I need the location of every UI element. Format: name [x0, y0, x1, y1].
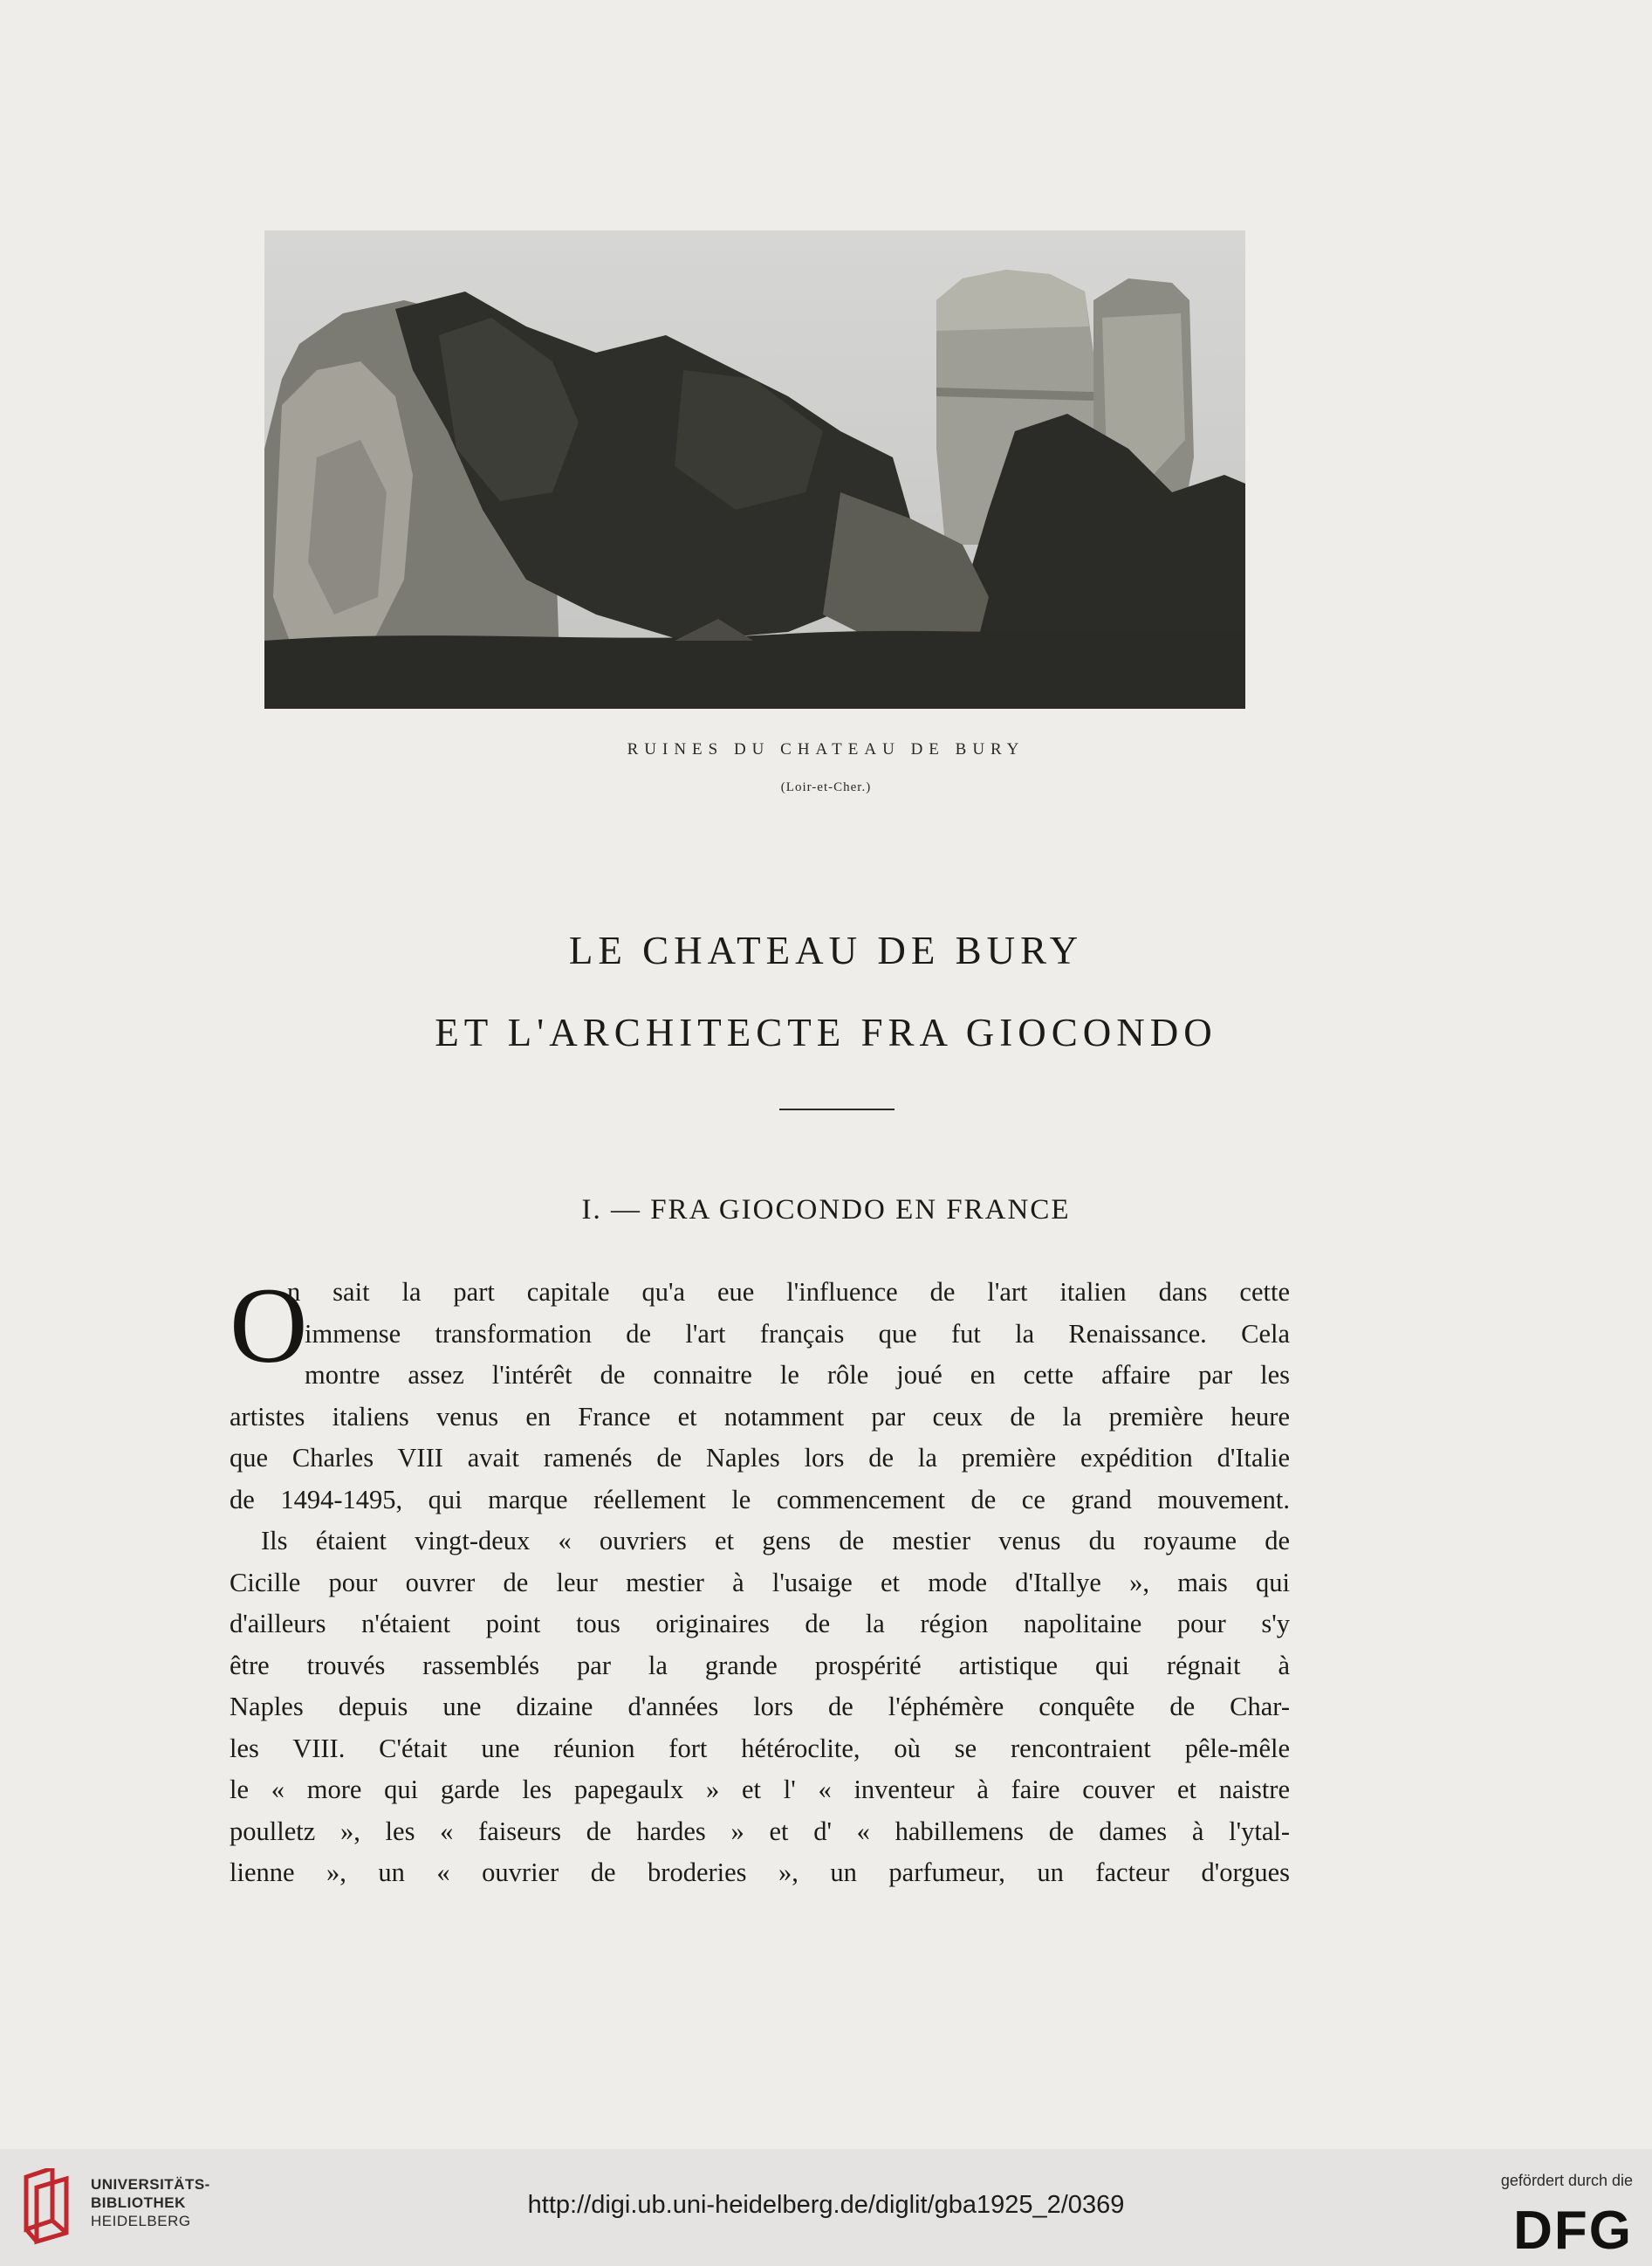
text-line: montre assez l'intérêt de connaitre le rôle joué en cette affaire par les: [305, 1360, 1290, 1390]
section-heading: I. — FRA GIOCONDO EN FRANCE: [581, 1194, 1071, 1226]
library-name-line: HEIDELBERG: [91, 2213, 191, 2229]
library-name-line: UNIVERSITÄTS-: [91, 2176, 210, 2193]
text-line: les VIII. C'était une réunion fort hétéroclite, où se rencontraient pêle-mêle: [230, 1733, 1290, 1763]
photo-caption: RUINES DU CHATEAU DE BURY: [627, 740, 1025, 759]
text-line: immense transformation de l'art français que fut la Renaissance. Cela: [305, 1318, 1290, 1349]
article-title-line-1: LE CHATEAU DE BURY: [568, 929, 1084, 972]
text-line: Naples depuis une dizaine d'années lors de l'éphémère conquête de Char-: [230, 1692, 1290, 1721]
dfg-logo: DFG: [1513, 2201, 1633, 2261]
drop-cap: O: [230, 1266, 308, 1385]
text-line: être trouvés rassemblés par la grande prospérité artistique qui régnait à: [230, 1650, 1290, 1680]
text-line: n sait la part capitale qu'a eue l'influence de l'art italien dans cette: [287, 1277, 1290, 1307]
text-line: artistes italiens venus en France et notamment par ceux de la première heure: [230, 1401, 1290, 1432]
text-line: d'ailleurs n'étaient point tous originaires de la région napolitaine pour s'y: [230, 1609, 1290, 1638]
sponsor-label: gefördert durch die: [1500, 2172, 1633, 2189]
body-text: [230, 1266, 1290, 1894]
text-line: que Charles VIII avait ramenés de Naples lors de la première expédition d'Italie: [230, 1443, 1290, 1473]
text-line: lienne », un « ouvrier de broderies », un parfumeur, un facteur d'orgues: [230, 1857, 1290, 1887]
text-line: poulletz », les « faiseurs de hardes » et d' « habillemens de dames à l'ytal-: [230, 1816, 1290, 1846]
text-line: le « more qui garde les papegaulx » et l' « inventeur à faire couver et naistre: [230, 1775, 1290, 1804]
castle-ruins-icon: [264, 230, 1245, 709]
text-line: Ils étaient vingt-deux « ouvriers et gens de mestier venus du royaume de: [261, 1526, 1290, 1555]
castle-ruins-photograph: [264, 230, 1245, 709]
library-name-line: BIBLIOTHEK: [91, 2194, 186, 2211]
digitization-footer: [0, 2149, 1652, 2266]
text-line: Cicille pour ouvrer de leur mestier à l'usaige et mode d'Itallye », mais qui: [230, 1567, 1290, 1597]
text-line: de 1494-1495, qui marque réellement le commencement de ce grand mouvement.: [230, 1484, 1290, 1514]
title-divider: [779, 1109, 895, 1110]
photo-caption-location: (Loir-et-Cher.): [780, 780, 872, 794]
article-title-line-2: ET L'ARCHITECTE FRA GIOCONDO: [435, 1011, 1217, 1054]
source-url-link[interactable]: http://digi.ub.uni-heidelberg.de/diglit/gba1925_2/0369: [527, 2191, 1125, 2219]
